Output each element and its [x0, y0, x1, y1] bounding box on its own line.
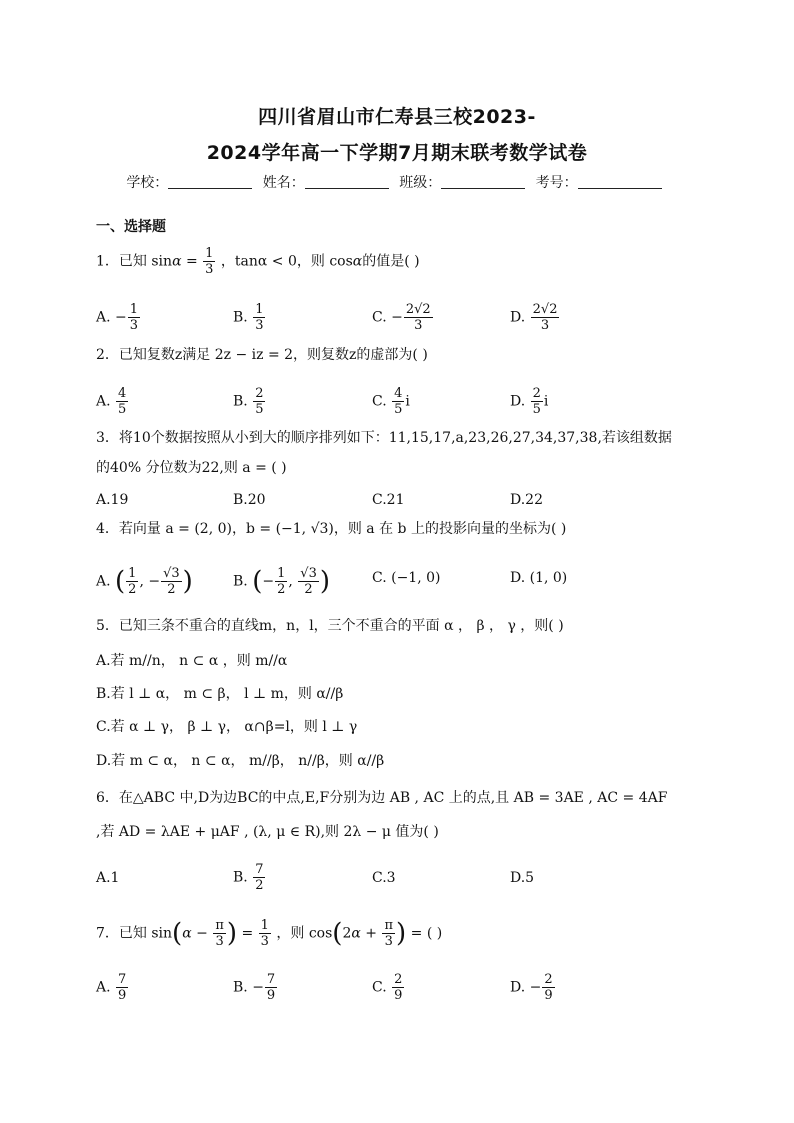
- q6-option-d[interactable]: D.5: [510, 870, 535, 886]
- q3-option-c[interactable]: C.21: [372, 492, 405, 508]
- section-heading: 一、选择题: [96, 219, 166, 235]
- q7-option-a[interactable]: A. $\frac{7}{9}$: [96, 972, 127, 1003]
- question-3-line1: 3．将10个数据按照从小到大的顺序排列如下：11,15,17,a,23,26,27,34,37,38,若该组数据: [96, 430, 672, 446]
- q4-option-b[interactable]: B. (− $\frac{1}{2}$ , $\frac{√3}{2}$ ): [233, 566, 330, 597]
- question-4: 4．若向量 a = (2, 0)，b = (−1, √3)，则 a 在 b 上的投影向量的坐标为( ): [96, 521, 567, 537]
- question-6-line2: ,若 AD = λAE + μAF , (λ, μ ∈ R),则 2λ − μ 值为( ): [96, 824, 439, 840]
- q7-option-b[interactable]: B. − $\frac{7}{9}$: [233, 972, 276, 1003]
- q5-option-c[interactable]: C.若 α ⊥ γ， β ⊥ γ， α∩β=l，则 l ⊥ γ: [96, 719, 358, 735]
- q1-option-a[interactable]: A. − $\frac{1}{3}$: [96, 302, 139, 333]
- q1-option-c[interactable]: C. − $\frac{2√2}{3}$: [372, 302, 431, 333]
- q2-option-c[interactable]: C. $\frac{4}{5}$ i: [372, 386, 410, 417]
- student-info-row: [0, 172, 794, 192]
- q4-option-d[interactable]: D. (1, 0): [510, 570, 568, 586]
- q3-option-b[interactable]: B.20: [233, 492, 266, 508]
- class-blank[interactable]: [441, 174, 525, 189]
- question-5: 5．已知三条不重合的直线m，n，l，三个不重合的平面 α ， β ， γ ，则( ): [96, 618, 564, 634]
- q7-option-c[interactable]: C. $\frac{2}{9}$: [372, 972, 403, 1003]
- question-1: 1．已知 sinα = $\frac{1}{3}$ ，tanα < 0，则 cosα的值是( ): [96, 246, 420, 277]
- school-label: 学校：: [126, 175, 169, 191]
- exam-title-line1: 四川省眉山市仁寿县三校2023-: [258, 106, 536, 128]
- q7-option-d[interactable]: D. − $\frac{2}{9}$: [510, 972, 553, 1003]
- name-label: 姓名：: [262, 175, 305, 191]
- school-blank[interactable]: [168, 174, 252, 189]
- q5-option-d[interactable]: D.若 m ⊂ α， n ⊂ α， m//β， n//β，则 α//β: [96, 753, 385, 769]
- q6-option-c[interactable]: C.3: [372, 870, 396, 886]
- q4-option-c[interactable]: C. (−1, 0): [372, 570, 441, 586]
- exam-title-line2: 2024学年高一下学期7月期末联考数学试卷: [206, 142, 588, 164]
- q2-option-b[interactable]: B. $\frac{2}{5}$: [233, 386, 264, 417]
- q6-option-a[interactable]: A.1: [96, 870, 120, 886]
- q3-option-a[interactable]: A.19: [96, 492, 129, 508]
- question-7: 7．已知 sin(α − $\frac{\pi}{3}$ ) = $\frac{1}{3}$ ，则 cos(2α + $\frac{\pi}{3}$ ) = ( ): [96, 918, 443, 949]
- q1-option-b[interactable]: B. $\frac{1}{3}$: [233, 302, 264, 333]
- q1-option-d[interactable]: D. $\frac{2√2}{3}$: [510, 302, 558, 333]
- number-label: 考号：: [535, 175, 578, 191]
- question-2: 2．已知复数z满足 2z − iz = 2，则复数z的虚部为( ): [96, 347, 428, 363]
- number-blank[interactable]: [578, 174, 662, 189]
- q2-option-a[interactable]: A. $\frac{4}{5}$: [96, 386, 127, 417]
- q5-option-a[interactable]: A.若 m//n， n ⊂ α ，则 m//α: [96, 653, 288, 669]
- q6-option-b[interactable]: B. $\frac{7}{2}$: [233, 862, 264, 893]
- q4-option-a[interactable]: A. ( $\frac{1}{2}$ , − $\frac{√3}{2}$ ): [96, 566, 193, 597]
- name-blank[interactable]: [305, 174, 389, 189]
- question-3-line2: 的40% 分位数为22,则 a = ( ): [96, 460, 287, 476]
- class-label: 班级：: [399, 175, 442, 191]
- question-6-line1: 6．在△ABC 中,D为边BC的中点,E,F分别为边 AB , AC 上的点,且 AB = 3AE , AC = 4AF: [96, 790, 668, 806]
- q2-option-d[interactable]: D. $\frac{2}{5}$ i: [510, 386, 549, 417]
- q3-option-d[interactable]: D.22: [510, 492, 543, 508]
- q5-option-b[interactable]: B.若 l ⊥ α， m ⊂ β， l ⊥ m，则 α//β: [96, 686, 344, 702]
